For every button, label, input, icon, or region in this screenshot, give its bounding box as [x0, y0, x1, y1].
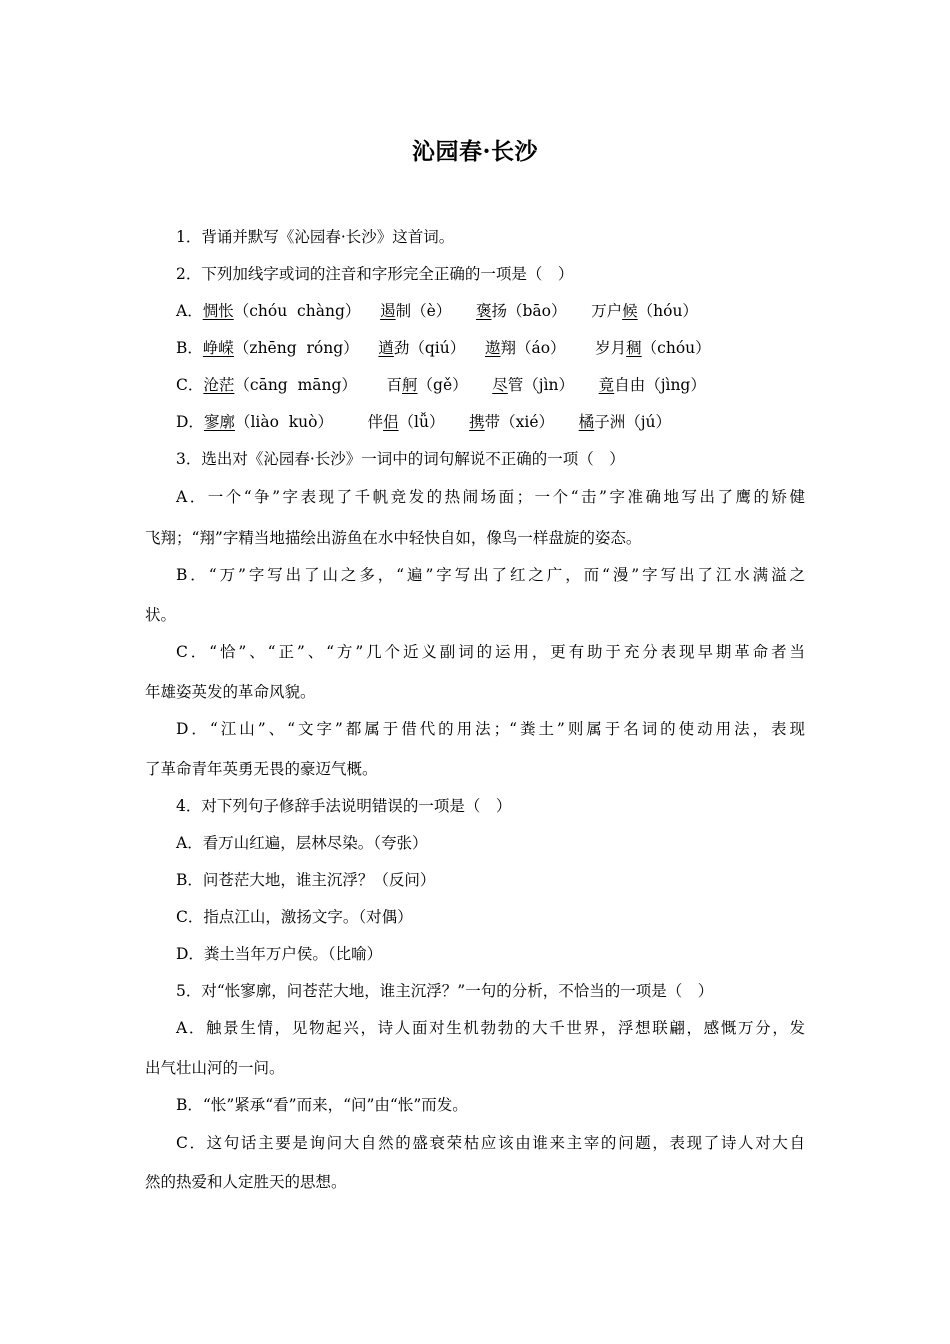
- pinyin: 翔（áo）: [500, 339, 566, 357]
- question-5-option-b: B．“怅”紧承“看”而来，“问”由“怅”而发。: [176, 1096, 468, 1114]
- question-4-option-c: C．指点江山，激扬文字。（对偶）: [176, 908, 413, 926]
- plain-word: 百: [386, 376, 402, 394]
- question-3-option-c-line-2: 年雄姿英发的革命风貌。: [145, 683, 316, 701]
- underlined-word: 遒: [378, 339, 394, 357]
- question-3-option-b-line-2: 状。: [145, 606, 177, 624]
- question-3-stem: 3．选出对《沁园春·长沙》一词中的词句解说不正确的一项（ ）: [176, 450, 625, 468]
- underlined-word: 沧茫: [203, 376, 235, 394]
- question-2-option-a: [176, 301, 698, 321]
- pinyin: （gě）: [417, 376, 468, 394]
- underlined-word: 侣: [383, 413, 399, 431]
- option-label: A．: [176, 302, 203, 320]
- pinyin: （zhēng róng）: [233, 339, 359, 357]
- question-3-option-a-line-1: A．一个“争”字表现了千帆竞发的热闹场面；一个“击”字准确地写出了鹰的矫健: [176, 488, 805, 506]
- underlined-word: 橘: [578, 413, 595, 431]
- question-5-option-c-line-1: C．这句话主要是询问大自然的盛衰荣枯应该由谁来主宰的问题，表现了诗人对大自: [176, 1134, 805, 1152]
- pinyin: （hóu）: [637, 302, 698, 320]
- plain-word: 伴: [367, 413, 384, 431]
- option-label: D．: [176, 413, 204, 431]
- underlined-word: 候: [622, 302, 638, 320]
- page-title: 沁园春·长沙: [411, 138, 538, 165]
- question-4-option-a: A．看万山红遍，层林尽染。（夸张）: [176, 834, 428, 852]
- pinyin: 制（è）: [395, 302, 452, 320]
- question-5-option-a-line-1: A．触景生情，见物起兴，诗人面对生机勃勃的大千世界，浮想联翩，感慨万分，发: [176, 1019, 805, 1037]
- underlined-word: 竟: [598, 376, 615, 394]
- underlined-word: 尽: [492, 376, 508, 394]
- underlined-word: 稠: [626, 339, 642, 357]
- pinyin: （liào kuò）: [234, 413, 334, 431]
- question-4-option-b: B．问苍茫大地，谁主沉浮？（反问）: [176, 871, 436, 889]
- pinyin: （cāng māng）: [234, 376, 357, 394]
- question-4-stem: 4．对下列句子修辞手法说明错误的一项是（ ）: [176, 797, 512, 815]
- question-2-option-d: [176, 412, 671, 432]
- pinyin: 自由（jìng）: [614, 376, 706, 394]
- underlined-word: 遨: [484, 339, 501, 357]
- underlined-word: 惆怅: [202, 302, 234, 320]
- pinyin: 带（xié）: [484, 413, 555, 431]
- question-2-option-c: [176, 375, 706, 395]
- plain-word: 岁月: [595, 339, 627, 357]
- option-label: B．: [176, 339, 203, 357]
- question-3-option-d-line-2: 了革命青年英勇无畏的豪迈气概。: [145, 760, 378, 778]
- question-3-option-a-line-2: 飞翔；“翔”字精当地描绘出游鱼在水中轻快自如，像鸟一样盘旋的姿态。: [145, 529, 642, 547]
- underlined-word: 褒: [475, 302, 492, 320]
- underlined-word: 携: [469, 413, 485, 431]
- pinyin: （lǚ）: [398, 413, 445, 431]
- underlined-word: 遏: [380, 302, 396, 320]
- question-4-option-d: D．粪土当年万户侯。（比喻）: [176, 945, 383, 963]
- question-2-stem: 2．下列加线字或词的注音和字形完全正确的一项是（ ）: [176, 265, 574, 283]
- question-5-option-c-line-2: 然的热爱和人定胜天的思想。: [145, 1173, 347, 1191]
- question-2-option-b: [176, 338, 711, 358]
- underlined-word: 寥廓: [203, 413, 235, 431]
- question-5-stem: 5．对“怅寥廓，问苍茫大地，谁主沉浮？”一句的分析，不恰当的一项是（ ）: [176, 982, 714, 1000]
- question-3-option-d-line-1: D．“江山”、“文字”都属于借代的用法；“粪土”则属于名词的使动用法，表现: [176, 720, 805, 738]
- question-3-option-c-line-1: C．“恰”、“正”、“方”几个近义副词的运用，更有助于充分表现早期革命者当: [176, 643, 805, 661]
- pinyin: 管（jìn）: [507, 376, 575, 394]
- question-5-option-a-line-2: 出气壮山河的一问。: [145, 1059, 285, 1077]
- option-label: C．: [176, 376, 204, 394]
- pinyin: 扬（bāo）: [491, 302, 567, 320]
- question-3-option-b-line-1: B．“万”字写出了山之多，“遍”字写出了红之广，而“漫”字写出了江水满溢之: [176, 566, 805, 584]
- underlined-word: 峥嵘: [202, 339, 234, 357]
- pinyin: （chóu）: [641, 339, 711, 357]
- pinyin: 子洲（jú）: [594, 413, 671, 431]
- question-1: 1．背诵并默写《沁园春·长沙》这首词。: [176, 228, 455, 246]
- plain-word: 万户: [591, 302, 623, 320]
- pinyin: （chóu chàng）: [233, 302, 361, 320]
- pinyin: 劲（qiú）: [393, 339, 466, 357]
- underlined-word: 舸: [402, 376, 418, 394]
